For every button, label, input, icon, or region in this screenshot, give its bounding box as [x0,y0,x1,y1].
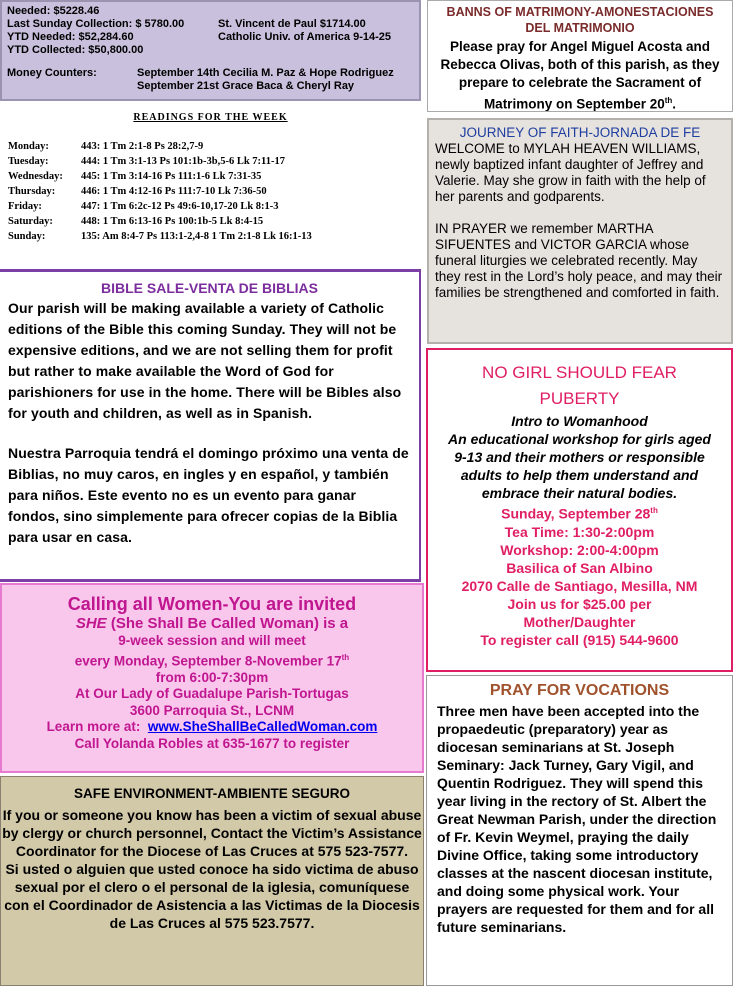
puberty-workshop-box [426,348,733,672]
puberty-register: To register call (915) 544-9600 [480,631,679,648]
women-session-line: 9-week session and will meet [118,633,306,648]
women-learn-line [2,719,422,736]
banns-title: BANNS OF MATRIMONY-AMONESTACIONES DEL MATRIMONIO [446,5,714,35]
reading-citation: 444: 1 Tm 3:1-13 Ps 101:1b-3b,5-6 Lk 7:11-17 [81,156,285,167]
reading-day: Friday: [8,201,42,212]
she-acronym: SHE [75,615,107,632]
money-counters-1: September 14th Cecilia M. Paz & Hope Rodriguez [137,67,394,79]
money-counters-label: Money Counters: [7,67,97,79]
bible-sale-title: BIBLE SALE-VENTA DE BIBLIAS [100,280,318,296]
readings-box [0,104,421,269]
journey-welcome: WELCOME to MYLAH HEAVEN WILLIAMS, newly baptized infant daughter of Jeffrey and Valerie. May she grow in faith with the help of her parents and godparents. [435,141,706,204]
learn-more-label: Learn more at: [46,719,141,734]
journey-title: JOURNEY OF FAITH-JORNADA DE FE [459,125,701,140]
banns-box [427,0,733,112]
she-website-link[interactable]: www.SheShallBeCalledWoman.com [147,719,378,734]
puberty-price: Join us for $25.00 per Mother/Daughter [507,595,652,630]
women-schedule-line: every Monday, September 8-November 17th [74,652,350,668]
banns-body: Please pray for Angel Miguel Acosta and Rebecca Olivas, both of this parish, as they prepare to celebrate the Sacrament of Matrimony on September 20th. [440,39,720,112]
puberty-description: An educational workshop for girls aged 9-13 and their mothers or responsible adults to help them understand and embrace their natural bodies. [448,431,711,501]
safe-english: If you or someone you know has been a victim of sexual abuse by clergy or church personnel, Contact the Victim’s Assistance Coordinator for the Diocese of Las Cruces at 575 523-7577. [2,807,422,859]
puberty-place: Basilica of San Albino [506,559,653,576]
puberty-date: Sunday, September 28th [501,505,658,522]
last-sunday-collection: Last Sunday Collection: $ 5780.00 [7,18,185,30]
women-invite-box [0,583,424,773]
reading-day: Saturday: [8,216,53,227]
puberty-tea-time: Tea Time: 1:30-2:00pm [504,523,655,540]
reading-row [8,139,421,154]
finance-box [0,0,421,101]
vocations-title: PRAY FOR VOCATIONS [489,682,670,699]
bible-sale-box [0,269,421,582]
reading-citation: 447: 1 Tm 6:2c-12 Ps 49:6-10,17-20 Lk 8:1-3 [81,201,279,212]
reading-row [8,214,421,229]
puberty-subtitle: Intro to Womanhood [511,413,648,429]
reading-row [8,229,421,244]
reading-citation: 446: 1 Tm 4:12-16 Ps 111:7-10 Lk 7:36-50 [81,186,267,197]
reading-row [8,154,421,169]
reading-citation: 448: 1 Tm 6:13-16 Ps 100:1b-5 Lk 8:4-15 [81,216,264,227]
reading-day: Sunday: [8,231,46,242]
vocations-body: Three men have been accepted into the propaedeutic (preparatory) year as diocesan seminarians at St. Joseph Seminary: Jack Turney, Gary Vigil, and Quentin Rodriguez. They will spend this year living in the rectory of St. Albert the Great Newman Parish, under the direction of Fr. Kevin Weymel, praying the daily Divine Office, taking some introductory classes at the nascent diocesan institute, and doing some physical work. Your prayers are requested for them and for all future seminarians. [437,703,717,935]
journey-prayer: IN PRAYER we remember MARTHA SIFUENTES and VICTOR GARCIA whose funeral liturgies we celebrated recently. May they rest in the Lord’s holy peace, and may their families be strengthened and comforted in faith. [435,221,723,300]
vocations-box [426,675,733,986]
reading-day: Monday: [8,141,49,152]
puberty-workshop-time: Workshop: 2:00-4:00pm [500,541,659,558]
reading-citation: 443: 1 Tm 2:1-8 Ps 28:2,7-9 [81,141,204,152]
reading-day: Thursday: [8,186,56,197]
reading-citation: 135: Am 8:4-7 Ps 113:1-2,4-8 1 Tm 2:1-8 Lk 16:1-13 [81,231,312,242]
catholic-univ-collection: Catholic Univ. of America 9-14-25 [218,31,391,43]
st-vincent-collection: St. Vincent de Paul $1714.00 [218,18,366,30]
puberty-address: 2070 Calle de Santiago, Mesilla, NM [461,577,698,594]
safe-title: SAFE ENVIRONMENT-AMBIENTE SEGURO [73,786,351,801]
women-register-line: Call Yolanda Robles at 635-1677 to register [74,735,350,751]
reading-day: Tuesday: [8,156,49,167]
ytd-collected: YTD Collected: $50,800.00 [7,44,144,56]
reading-row [8,184,421,199]
safe-spanish: Si usted o alguien que usted conoce ha sido victima de abuso sexual por el clero o el personal de la iglesia, comuníquese con el Coordinador de Asistencia a las Victimas de la Diocesis de Las Cruces al 575 523.7577. [4,861,420,931]
she-program-line [2,615,422,633]
women-place-line: At Our Lady of Guadalupe Parish-Tortugas [75,686,349,701]
money-counters-2: September 21st Grace Baca & Cheryl Ray [137,80,355,92]
she-rest: (She Shall Be Called Woman) is a [106,615,349,632]
reading-row [8,169,421,184]
readings-title: READINGS FOR THE WEEK [133,112,288,123]
needed-amount: Needed: $5228.46 [7,5,100,17]
women-title: Calling all Women-You are invited [67,594,357,614]
women-address-line: 3600 Parroquia St., LCNM [129,702,295,718]
reading-day: Wednesday: [8,171,63,182]
bible-sale-spanish: Nuestra Parroquia tendrá el domingo próximo una venta de Biblias, no muy caros, en ingles y en español, y también para niños. Este evento no es un evento para ganar fondos, sino simplemente para ofrecer copias de la Biblia para usar en casa. [8,445,409,545]
women-time-line: from 6:00-7:30pm [155,669,269,685]
reading-row [8,199,421,214]
reading-citation: 445: 1 Tm 3:14-16 Ps 111:1-6 Lk 7:31-35 [81,171,262,182]
journey-of-faith-box [427,118,733,344]
ytd-needed: YTD Needed: $52,284.60 [7,31,134,43]
bible-sale-english: Our parish will be making available a variety of Catholic editions of the Bible this coming Sunday. They will not be expensive editions, and we are not selling them for profit but rather to make available the Word of God for parishioners for use in the home. There will be Bibles also for youth and children, as well as in Spanish. [8,300,402,421]
puberty-title-1: NO GIRL SHOULD FEAR [482,363,677,382]
readings-list [0,139,421,244]
puberty-title-2: PUBERTY [539,389,620,408]
safe-environment-box [0,776,424,986]
